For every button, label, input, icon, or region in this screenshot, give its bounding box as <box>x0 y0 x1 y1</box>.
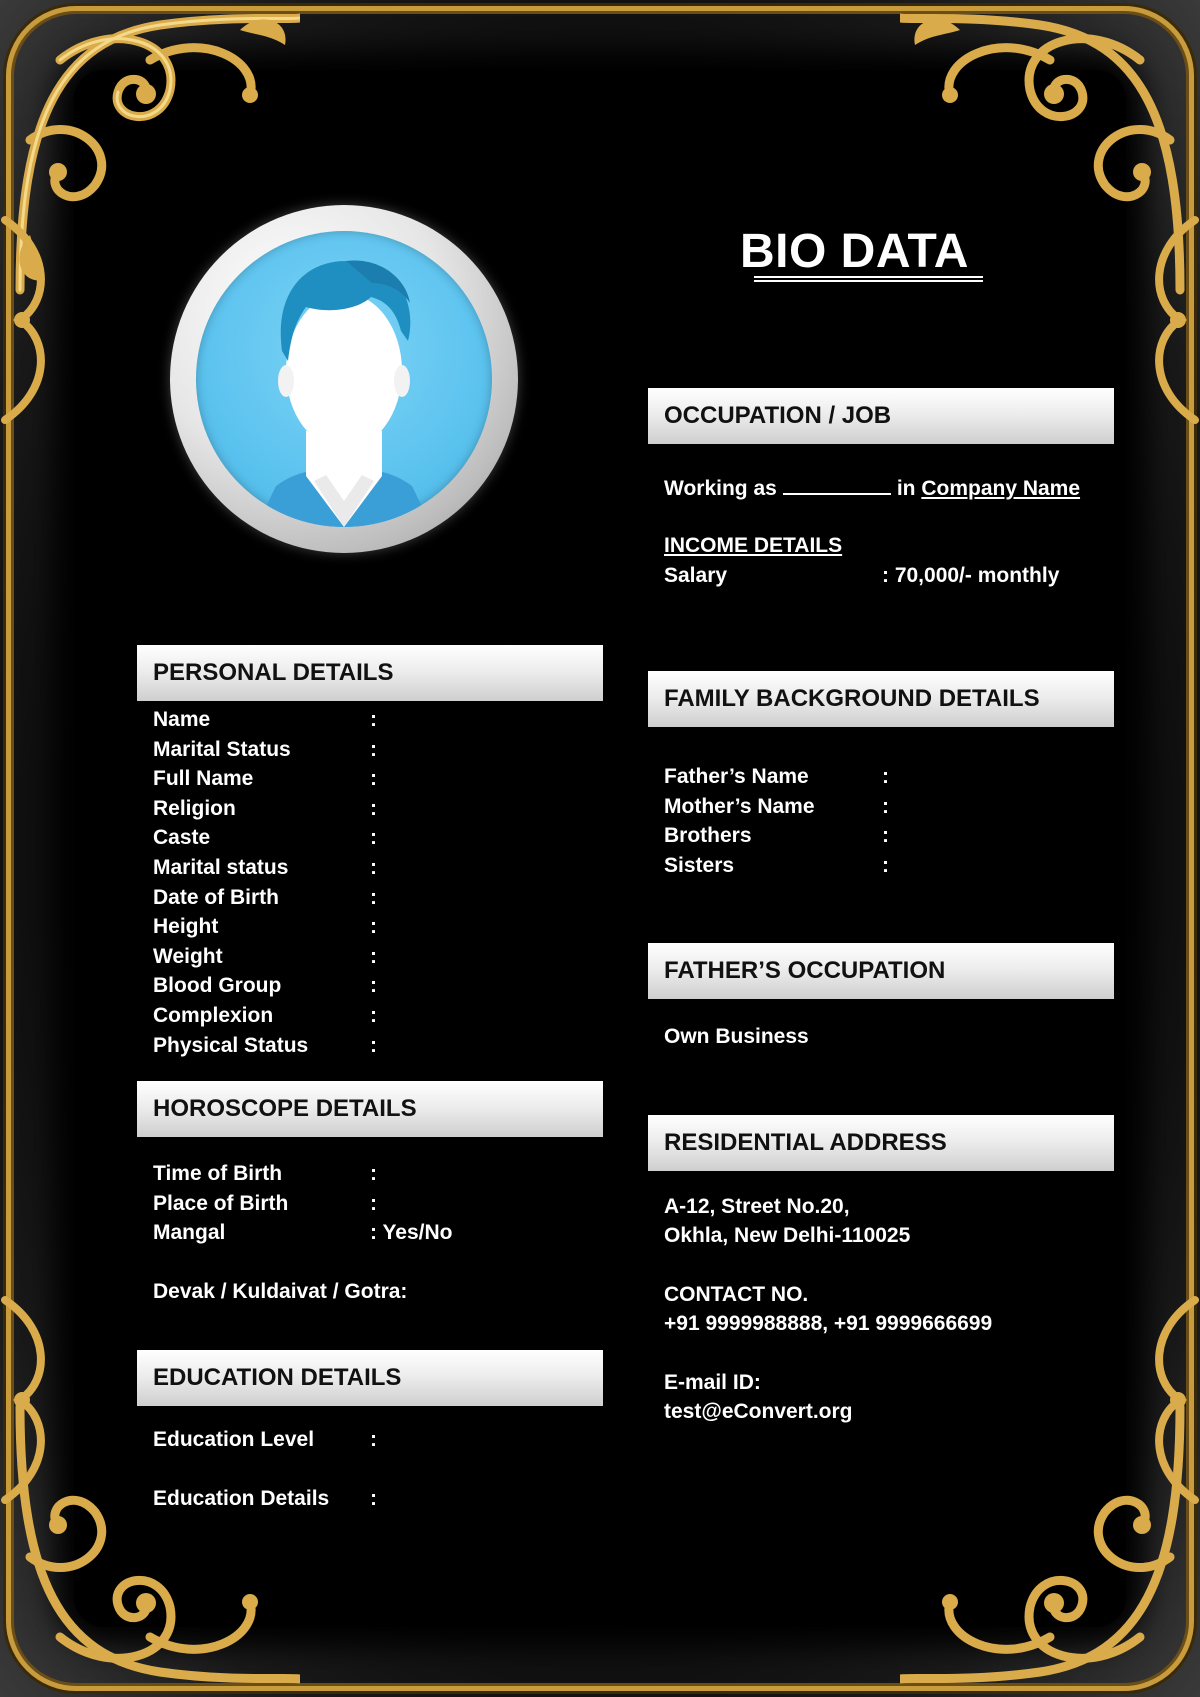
job-title-blank <box>783 475 891 495</box>
family-heading-text: FAMILY BACKGROUND DETAILS <box>664 685 1040 712</box>
personal-row-label: Caste <box>153 826 211 850</box>
father-occupation-heading <box>648 943 1114 999</box>
address-heading <box>648 1115 1114 1171</box>
horoscope-heading <box>137 1081 603 1137</box>
personal-row-value: : <box>370 944 377 968</box>
email-label: E-mail ID: <box>664 1371 761 1394</box>
family-row-value: : <box>882 853 889 877</box>
horoscope-heading-text: HOROSCOPE DETAILS <box>153 1095 417 1122</box>
horoscope-row-label: Mangal <box>153 1221 226 1245</box>
personal-row-label: Date of Birth <box>153 885 279 909</box>
profile-photo-frame <box>170 205 518 553</box>
family-row-label: Mother’s Name <box>664 794 815 818</box>
personal-row-value: : <box>370 856 377 879</box>
personal-row-value: : <box>370 767 377 791</box>
address-heading-text: RESIDENTIAL ADDRESS <box>664 1129 947 1156</box>
father-occupation-value: Own Business <box>664 1025 809 1048</box>
horoscope-row-value: : Yes/No <box>370 1221 453 1245</box>
father-occupation-heading-text: FATHER’S OCCUPATION <box>664 957 946 984</box>
salary-label: Salary <box>664 564 728 587</box>
family-heading <box>648 671 1114 727</box>
family-row-value: : <box>882 824 889 848</box>
personal-heading <box>137 645 603 701</box>
personal-row-label: Name <box>153 708 211 731</box>
address-line-2: Okhla, New Delhi-110025 <box>664 1224 911 1247</box>
contact-label: CONTACT NO. <box>664 1283 809 1306</box>
personal-row-label: Religion <box>153 796 236 820</box>
personal-row-value: : <box>370 737 377 761</box>
personal-row-label: Weight <box>153 944 223 968</box>
email-value: test@eConvert.org <box>664 1400 853 1423</box>
personal-row-label: Full Name <box>153 767 254 791</box>
education-row-value: : <box>370 1487 377 1510</box>
personal-row-value: : <box>370 974 377 998</box>
personal-row-value: : <box>370 1004 377 1027</box>
contact-value: +91 9999988888, +91 9999666699 <box>664 1312 993 1335</box>
title-underline <box>754 276 983 282</box>
page-title: BIO DATA <box>740 225 969 278</box>
working-as-label: Working as <box>664 477 777 500</box>
family-row-value: : <box>882 794 889 818</box>
horoscope-row-label: Place of Birth <box>153 1191 289 1215</box>
personal-row-value: : <box>370 885 377 909</box>
gold-side-scroll-icon <box>0 210 60 430</box>
family-row-value: : <box>882 765 889 788</box>
personal-row-label: Physical Status <box>153 1033 309 1057</box>
personal-row-value: : <box>370 826 377 850</box>
education-row-label: Education Level <box>153 1428 315 1451</box>
address-line-1: A-12, Street No.20, <box>664 1195 850 1218</box>
profile-photo <box>196 231 492 527</box>
horoscope-row-label: Time of Birth <box>153 1162 283 1185</box>
in-label: in <box>896 477 916 500</box>
occupation-heading <box>648 388 1114 444</box>
family-row-label: Brothers <box>664 824 752 848</box>
family-row-label: Sisters <box>664 853 735 877</box>
income-heading: INCOME DETAILS <box>664 534 843 557</box>
personal-row-value: : <box>370 796 377 820</box>
gold-side-scroll-icon <box>0 1290 60 1510</box>
personal-row-label: Complexion <box>153 1004 274 1027</box>
personal-heading-text: PERSONAL DETAILS <box>153 659 394 686</box>
working-as-line <box>664 475 1080 501</box>
horoscope-row-value: : <box>370 1191 377 1215</box>
personal-row-value: : <box>370 915 377 939</box>
personal-row-label: Marital Status <box>153 737 291 761</box>
education-heading-text: EDUCATION DETAILS <box>153 1364 402 1391</box>
education-row-value: : <box>370 1428 377 1451</box>
company-name: Company Name <box>921 477 1081 500</box>
gotra-label: Devak / Kuldaivat / Gotra: <box>153 1280 408 1303</box>
horoscope-row-value: : <box>370 1162 377 1185</box>
gold-side-scroll-icon <box>1140 1290 1200 1510</box>
gold-side-scroll-icon <box>1140 210 1200 430</box>
personal-row-label: Height <box>153 915 219 939</box>
salary-value: : 70,000/- monthly <box>882 564 1060 587</box>
personal-row-label: Marital status <box>153 856 289 879</box>
personal-row-value: : <box>370 1033 377 1057</box>
family-row-label: Father’s Name <box>664 765 809 788</box>
education-row-label: Education Details <box>153 1487 330 1510</box>
personal-row-label: Blood Group <box>153 974 282 998</box>
occupation-heading-text: OCCUPATION / JOB <box>664 402 892 429</box>
personal-row-value: : <box>370 708 377 731</box>
male-avatar-icon <box>196 231 492 527</box>
education-heading <box>137 1350 603 1406</box>
